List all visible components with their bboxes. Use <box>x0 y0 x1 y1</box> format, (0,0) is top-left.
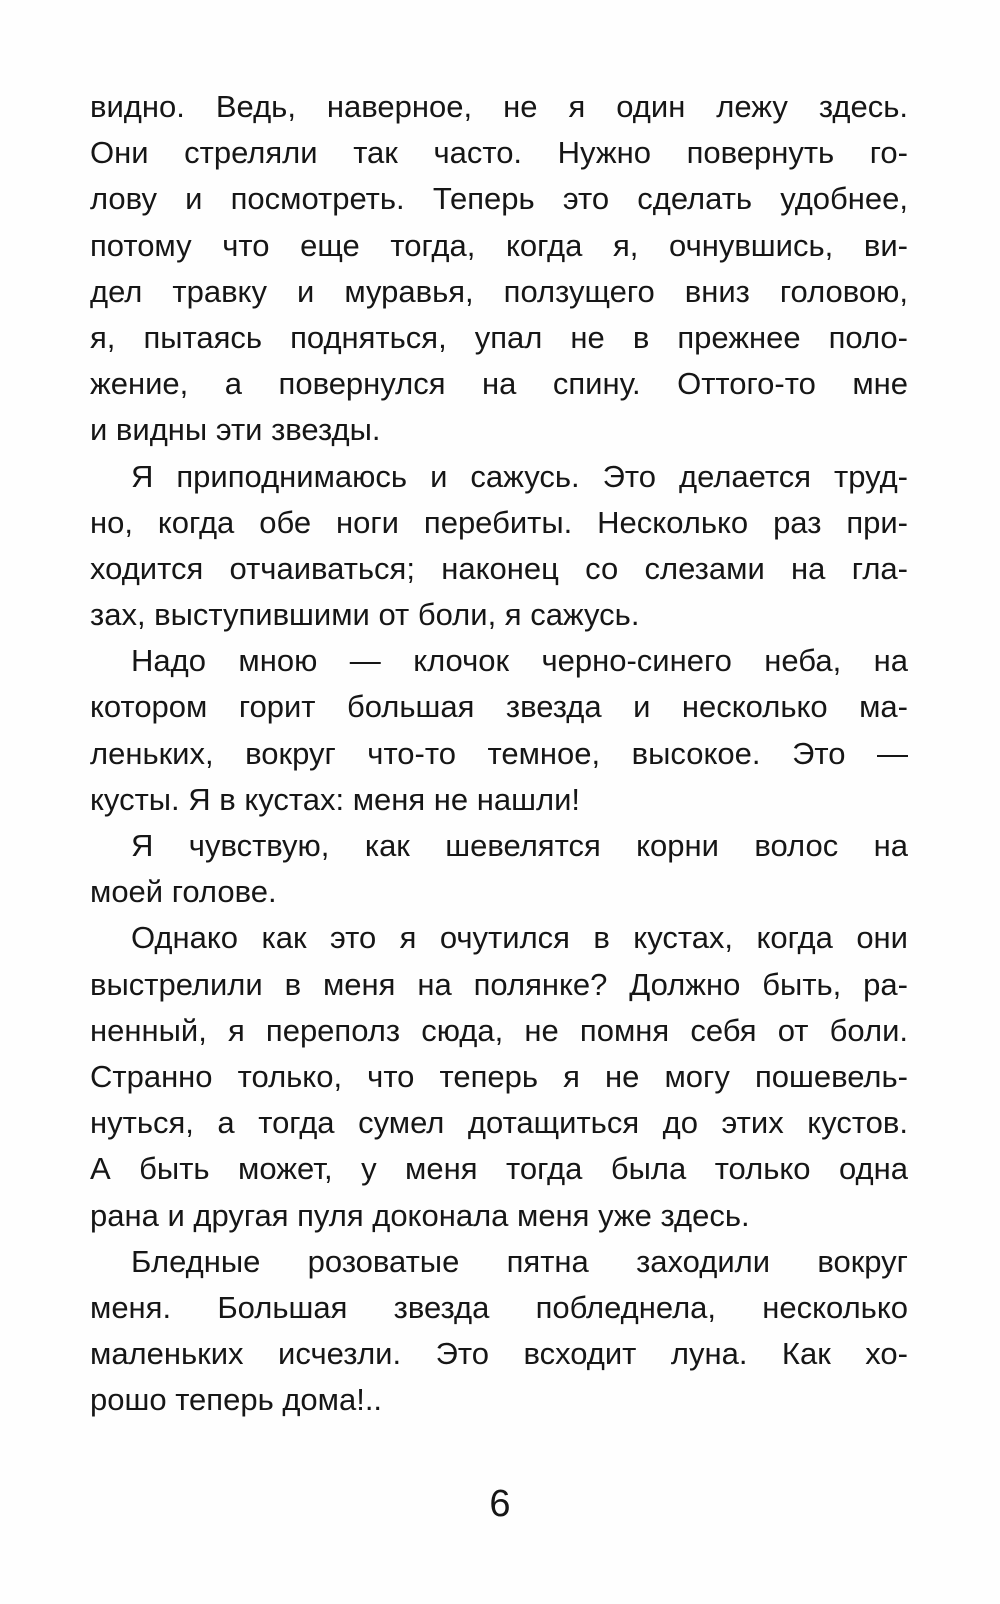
page-number: 6 <box>489 1483 511 1525</box>
text-line: дел травку и муравья, ползущего вниз головою, <box>90 273 908 309</box>
text-line: выстрелили в меня на полянке? Должно быть, ра- <box>90 966 908 1002</box>
text-line: жение, а повернулся на спину. Оттого-то мне <box>90 366 908 402</box>
text-line: Надо мною — клочок черно-синего неба, на <box>131 643 908 679</box>
text-line: я, пытаясь подняться, упал не в прежнее поло- <box>90 319 908 355</box>
text-line: рана и другая пуля доконала меня уже здесь. <box>90 1197 750 1233</box>
text-line: видно. Ведь, наверное, не я один лежу здесь. <box>90 89 908 124</box>
text-line: но, когда обе ноги перебиты. Несколько раз при- <box>90 504 908 540</box>
text-line: моей голове. <box>90 874 277 910</box>
text-line: зах, выступившими от боли, я сажусь. <box>90 597 640 633</box>
text-line: ходится отчаиваться; наконец со слезами на гла- <box>90 550 908 586</box>
text-line: Они стреляли так часто. Нужно повернуть го- <box>90 135 908 171</box>
text-line: Однако как это я очутился в кустах, когда они <box>131 920 908 956</box>
text-line: потому что еще тогда, когда я, очнувшись, ви- <box>90 227 908 263</box>
page-text <box>90 84 908 1423</box>
text-line: рошо теперь дома!.. <box>90 1382 383 1418</box>
text-line: и видны эти звезды. <box>90 412 381 448</box>
text-line: леньких, вокруг что-то темное, высокое. Это — <box>90 735 908 771</box>
text-line: Я чувствую, как шевелятся корни волос на <box>131 828 908 863</box>
text-line: лову и посмотреть. Теперь это сделать удобнее, <box>90 181 908 217</box>
text-line: кусты. Я в кустах: меня не нашли! <box>90 781 581 817</box>
text-line: Бледные розоватые пятна заходили вокруг <box>131 1243 908 1279</box>
text-line: котором горит большая звезда и несколько ма- <box>90 689 908 725</box>
text-line: нуться, а тогда сумел дотащиться до этих кустов. <box>90 1105 908 1141</box>
text-line: маленьких исчезли. Это всходит луна. Как хо- <box>90 1336 908 1372</box>
text-line: Я приподнимаюсь и сажусь. Это делается труд- <box>131 458 908 494</box>
text-line: меня. Большая звезда побледнела, несколько <box>90 1289 908 1325</box>
text-line: ненный, я переполз сюда, не помня себя от боли. <box>90 1012 908 1048</box>
text-line: А быть может, у меня тогда была только одна <box>90 1151 908 1187</box>
text-line: Странно только, что теперь я не могу пошевель- <box>90 1058 908 1094</box>
